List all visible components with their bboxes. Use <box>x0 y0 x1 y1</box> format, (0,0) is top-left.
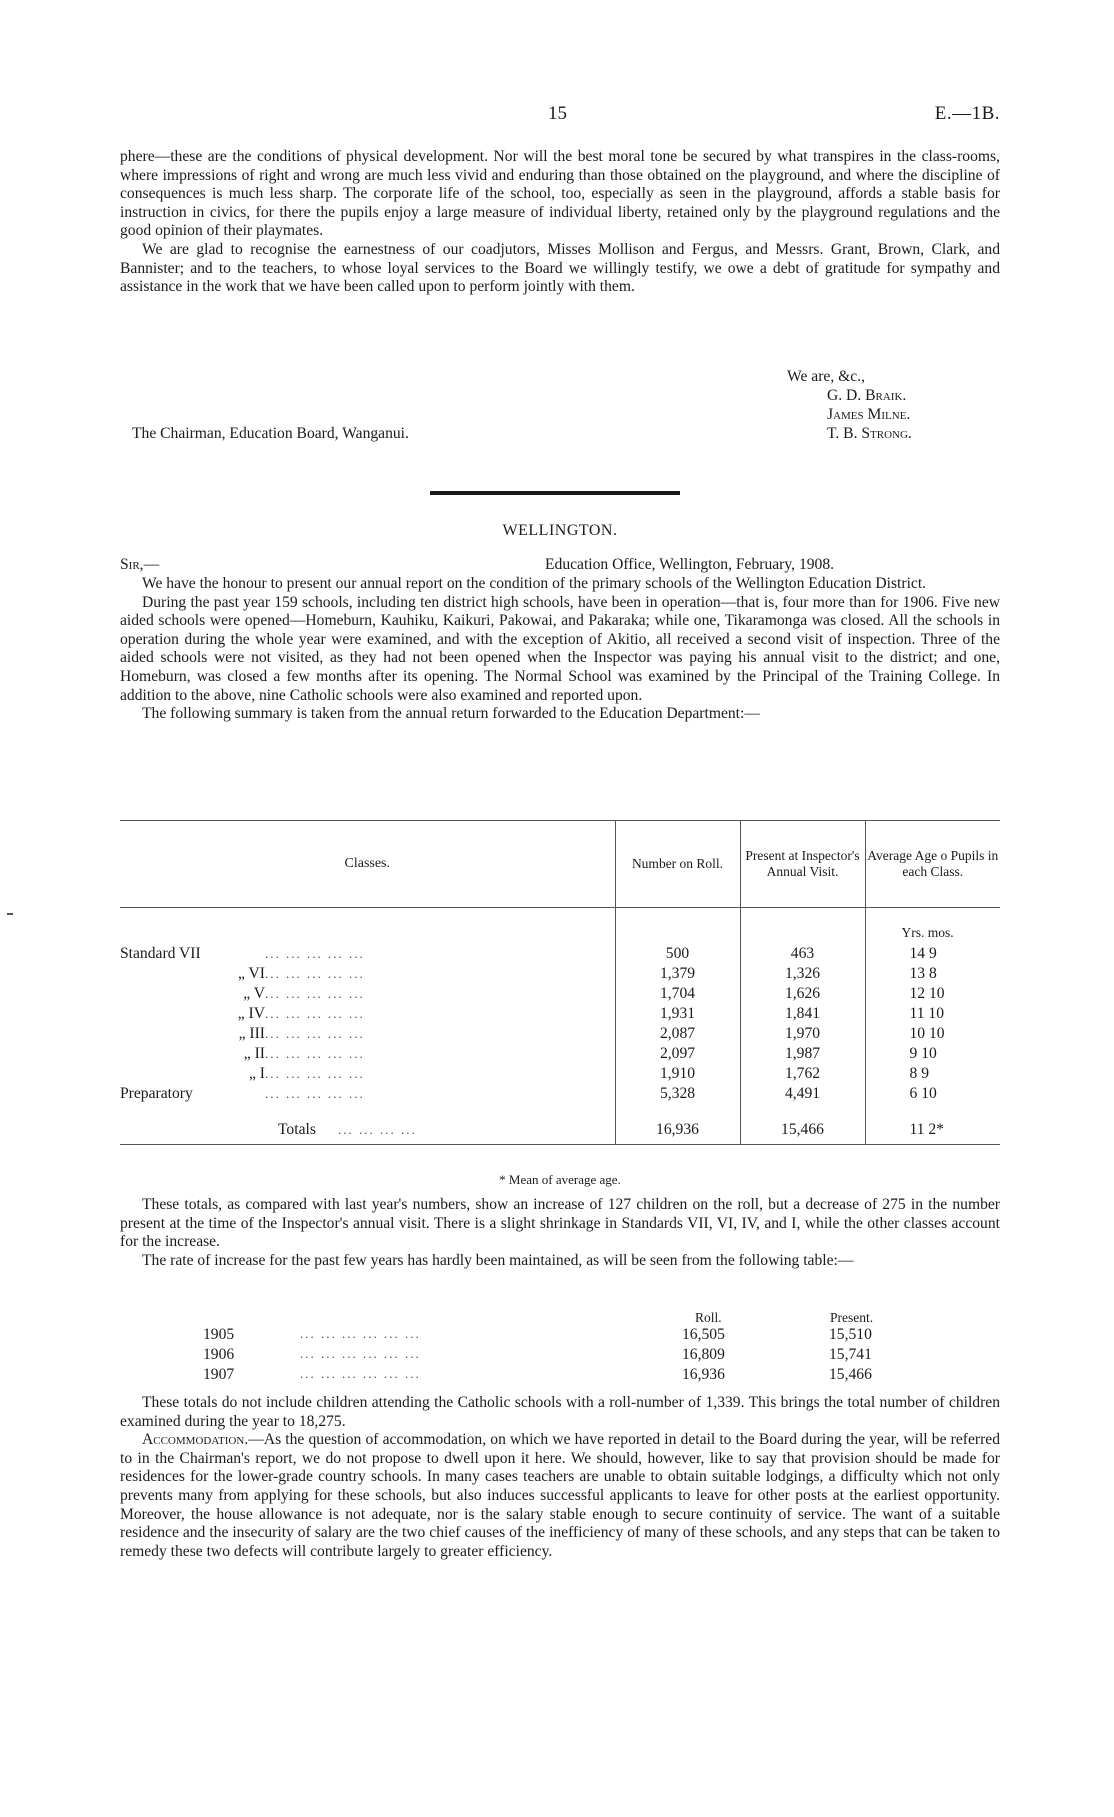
paragraph: These totals, as compared with last year's numbers, show an increase of 127 children on the roll, but a decrease of 275 in the number present at the time of the Inspector's annual visit. There is a slight shrinkage in Standards VII, VI, IV, and I, while the other classes account for the increase. <box>120 1196 1000 1251</box>
accommodation-paragraph <box>120 1431 1000 1561</box>
table-row <box>120 984 1000 1004</box>
column-header-roll: Number on Roll. <box>615 821 740 908</box>
rate-roll: 16,936 <box>682 1366 725 1383</box>
rate-column-present: Present. <box>830 1310 874 1325</box>
leader-dots: ... ... ... ... ... <box>265 966 365 981</box>
class-label: „ II <box>243 1045 265 1062</box>
present-cell: 1,841 <box>740 1004 865 1024</box>
paragraph: These totals do not include children attending the Catholic schools with a roll-number of 1,339. This brings the total number of children examined during the year to 18,275. <box>120 1394 1000 1430</box>
roll-cell: 2,087 <box>615 1024 740 1044</box>
roll-total: 16,936 <box>615 1116 740 1145</box>
class-label: Standard VII <box>120 945 201 962</box>
leader-dots: ... ... ... ... ... <box>265 1086 365 1101</box>
section-divider <box>430 491 680 495</box>
wellington-report-text <box>120 575 1000 724</box>
leader-dots: ... ... ... ... ... <box>265 1066 365 1081</box>
leader-dots: ... ... ... ... ... ... <box>300 1366 421 1381</box>
rate-present: 15,466 <box>829 1366 872 1383</box>
table-row <box>120 1024 1000 1044</box>
present-cell: 1,326 <box>740 964 865 984</box>
rate-roll: 16,505 <box>682 1326 725 1343</box>
age-cell: 9 10 <box>865 1044 1000 1064</box>
signatory-name: G. D. Braik. <box>827 387 907 404</box>
signatory-name: T. B. Strong. <box>827 425 912 442</box>
class-label: „ VI <box>238 965 265 982</box>
table-row <box>120 964 1000 984</box>
roll-cell: 1,910 <box>615 1064 740 1084</box>
column-header-present: Present at Inspector's Annual Visit. <box>740 821 865 908</box>
class-label: „ IV <box>237 1005 265 1022</box>
class-label: Preparatory <box>120 1085 193 1102</box>
roll-cell: 1,931 <box>615 1004 740 1024</box>
rate-present: 15,741 <box>829 1346 872 1363</box>
leader-dots: ... ... ... ... ... <box>265 1046 365 1061</box>
rate-year: 1905 <box>203 1326 235 1343</box>
addressee: The Chairman, Education Board, Wanganui. <box>132 425 409 442</box>
dateline: Education Office, Wellington, February, 1908. <box>545 556 835 573</box>
table-row <box>120 1064 1000 1084</box>
leader-dots: ... ... ... ... ... <box>265 946 365 961</box>
roll-cell: 500 <box>615 944 740 964</box>
roll-cell: 1,379 <box>615 964 740 984</box>
intro-text <box>120 148 1000 297</box>
present-total: 15,466 <box>740 1116 865 1145</box>
accommodation-heading: Accommodation. <box>142 1431 249 1449</box>
leader-dots: ... ... ... ... ... <box>265 1006 365 1021</box>
present-cell: 1,987 <box>740 1044 865 1064</box>
present-cell: 1,970 <box>740 1024 865 1044</box>
section-title: WELLINGTON. <box>502 522 618 539</box>
accommodation-text: —As the question of accommodation, on which we have reported in detail to the Board during the year, will be referred to in the Chairman's report, we do not propose to dwell upon it here. We should, however, like to say that provision should be made for residences for the lower-grade country schools. In many cases teachers are unable to obtain suitable lodgings, a difficulty which not only prevents many from applying for these schools, but also induces successful applicants to leave for other posts at the earliest opportunity. Moreover, the house allowance is not adequate, nor is the salary stable enough to secure continuity of service. The want of a suitable residence and the insecurity of salary are the two chief causes of the inefficiency of many of these schools, and any steps that can be taken to remedy these two defects will contribute largely to greater efficiency. <box>120 1431 1000 1560</box>
paragraph: The rate of increase for the past few years has hardly been maintained, as will be seen from the following table:— <box>142 1251 854 1269</box>
rate-year: 1906 <box>203 1346 235 1363</box>
age-cell: 6 10 <box>865 1084 1000 1104</box>
roll-cell: 5,328 <box>615 1084 740 1104</box>
age-unit-label: Yrs. mos. <box>865 922 1000 944</box>
age-cell: 13 8 <box>865 964 1000 984</box>
roll-cell: 1,704 <box>615 984 740 1004</box>
leader-dots: ... ... ... ... ... ... <box>300 1326 421 1341</box>
table-header-row <box>120 821 1000 908</box>
totals-label: Totals <box>278 1121 316 1138</box>
age-mean: 11 2* <box>865 1116 1000 1145</box>
rate-column-roll: Roll. <box>695 1310 722 1325</box>
present-cell: 4,491 <box>740 1084 865 1104</box>
class-label: „ III <box>238 1025 265 1042</box>
age-cell: 14 9 <box>865 944 1000 964</box>
class-label: „ V <box>243 985 265 1002</box>
roll-cell: 2,097 <box>615 1044 740 1064</box>
closing-formula: We are, &c., <box>787 368 865 385</box>
leader-dots: ... ... ... ... ... ... <box>300 1346 421 1361</box>
column-header-classes: Classes. <box>120 821 615 908</box>
after-table-text <box>120 1196 1000 1270</box>
paragraph: The following summary is taken from the annual return forwarded to the Education Department:— <box>142 705 760 723</box>
class-label: „ I <box>248 1065 265 1082</box>
present-cell: 1,626 <box>740 984 865 1004</box>
age-cell: 8 9 <box>865 1064 1000 1084</box>
paragraph: phere—these are the conditions of physical development. Nor will the best moral tone be secured by what transpires in the class-rooms, where impressions of right and wrong are much less vivid and enduring than those obtained on the playground, and where the discipline of consequences is much less sharp. The corporate life of the school, too, especially as seen in the playground, affords a stable basis for instruction in civics, for there the pupils enjoy a large measure of individual liberty, retained only by the playground regulations and the good opinion of their playmates. <box>120 148 1000 240</box>
salutation-line <box>120 556 1000 574</box>
paragraph: We are glad to recognise the earnestness of our coadjutors, Misses Mollison and Fergus, and Messrs. Grant, Brown, Clark, and Bannister; and to the teachers, to whose loyal services to the Board we willingly testify, we owe a debt of gratitude for sympathy and assistance in the work that we have been called upon to perform jointly with them. <box>120 240 1000 296</box>
rate-year: 1907 <box>203 1366 235 1383</box>
table-row <box>120 944 1000 964</box>
salutation: Sir,— <box>120 556 160 573</box>
age-cell: 11 10 <box>865 1004 1000 1024</box>
totals-row <box>120 1116 1000 1145</box>
present-cell: 463 <box>740 944 865 964</box>
table-row <box>120 1004 1000 1024</box>
age-cell: 12 10 <box>865 984 1000 1004</box>
leader-dots: ... ... ... ... <box>338 1122 417 1137</box>
scan-mark <box>7 913 13 915</box>
document-reference: E.—1B. <box>934 103 1000 124</box>
class-summary-table <box>120 820 1000 1145</box>
table-row <box>120 1084 1000 1104</box>
present-cell: 1,762 <box>740 1064 865 1084</box>
signatory-name: James Milne. <box>827 406 911 423</box>
age-cell: 10 10 <box>865 1024 1000 1044</box>
leader-dots: ... ... ... ... ... <box>265 1026 365 1041</box>
rate-roll: 16,809 <box>682 1346 725 1363</box>
leader-dots: ... ... ... ... ... <box>265 986 365 1001</box>
rate-present: 15,510 <box>829 1326 872 1343</box>
paragraph: During the past year 159 schools, including ten district high schools, have been in operation—that is, four more than for 1906. Five new aided schools were opened—Homeburn, Kauhiku, Kaikuri, Pakowai, and Pakaraka; while one, Tikaramonga was closed. All the schools in operation during the whole year were examined, and with the exception of Akitio, all received a second visit of inspection. Three of the aided schools were not visited, as they had not been opened when the Inspector was paying his annual visit to the district; and one, Homeburn, was closed a few months after its opening. The Normal School was examined by the Principal of the Training College. In addition to the above, nine Catholic schools were also examined and reported upon. <box>120 593 1000 704</box>
page-header <box>120 103 1000 127</box>
closing-text <box>120 1394 1000 1561</box>
column-header-age: Average Age o Pupils in each Class. <box>865 821 1000 908</box>
paragraph: We have the honour to present our annual report on the condition of the primary schools of the Wellington Education District. <box>142 575 927 592</box>
table-footnote: * Mean of average age. <box>499 1172 621 1187</box>
page-number: 15 <box>548 103 567 124</box>
table-row <box>120 1044 1000 1064</box>
